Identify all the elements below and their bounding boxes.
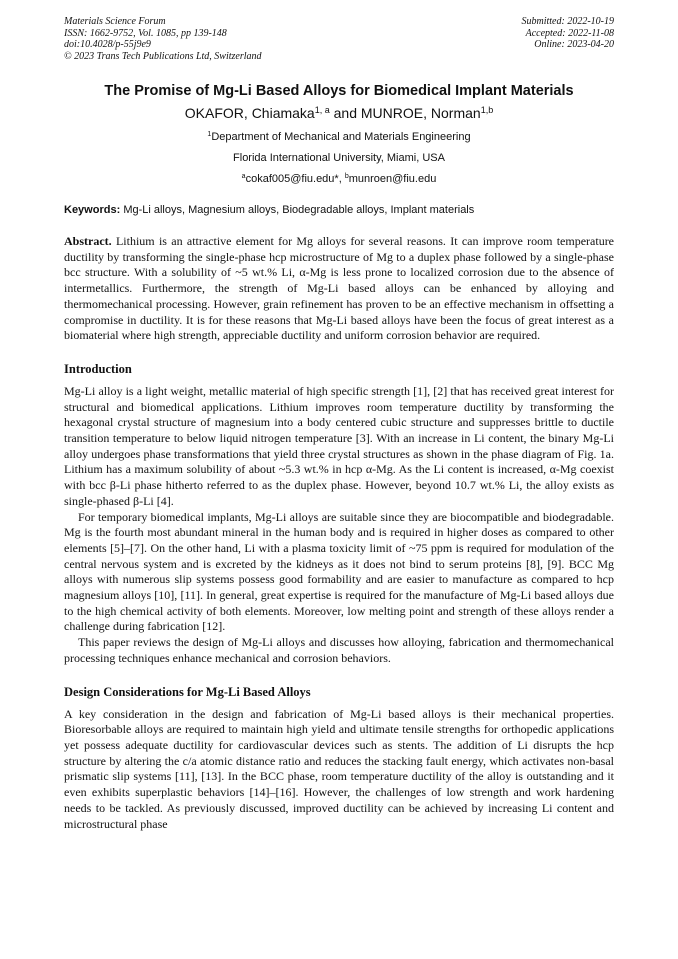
design-body — [64, 707, 614, 833]
online-date: Online: 2023-04-20 — [534, 39, 614, 50]
journal-header — [64, 14, 614, 64]
paper-title: The Promise of Mg-Li Based Alloys for Biomedical Implant Materials — [104, 83, 574, 99]
accepted-date: Accepted: 2022-11-08 — [525, 27, 614, 39]
paragraph: This paper reviews the design of Mg-Li alloys and discusses how alloying, fabrication and thermomechanical processing techniques enhance mechanical and corrosion behaviors. — [64, 635, 614, 665]
journal-copyright: © 2023 Trans Tech Publications Ltd, Switzerland — [64, 50, 262, 62]
abstract-section — [64, 234, 614, 344]
submission-dates — [522, 16, 615, 51]
abstract-text: Lithium is an attractive element for Mg alloys for several reasons. It can improve room temperature ductility by transforming the single-phase hcp microstructure of Mg to a duplex phase followed by a single-phase bcc structure. With a solubility of ~5 wt.% Li, α-Mg is less prone to localized corrosion due to the absence of intermetallics. Furthermore, the strength of Mg-Li based alloys can be enhanced by alloying and thermomechanical processing. However, grain refinement has proven to be an effective mechanism in offsetting a compromise in ductility. It is for these reasons that Mg-Li based alloys have been the focus of great interest as a biomaterial where high strength, appreciable ductility and uniform corrosion behavior are required. — [64, 234, 615, 343]
affiliation-univ: Florida International University, Miami, USA — [233, 152, 445, 164]
author-name: MUNROE, Norman — [360, 105, 481, 121]
paragraph: Mg-Li alloy is a light weight, metallic material of high specific strength [1], [2] that has received great interest for structural and biomedical applications. Lithium improves room temperature ductility by transforming the hexagonal crystal structure of magnesium into a body centered cubic structure and suppresses brittle to ductile transition temperature to below liquid nitrogen temperature [3]. With an increase in Li content, the binary Mg-Li alloy undergoes phase transformations that yield three crystal structures as shown in the phase diagram of Fig. 1a. Lithium has a maximum solubility of about ~5.3 wt.% in hcp α-Mg. As the Li content is increased, α-Mg coexist with bcc β-Li phase hitherto referred to as the duplex phase. However, beyond 10.7 wt.% Li, the alloy exists as single-phased β-Li [4]. — [64, 383, 614, 508]
author-conjunction: and — [333, 105, 357, 121]
journal-info — [64, 16, 262, 62]
affiliation-dept: $^1$Department of Mechanical and Materials Engineering — [207, 131, 471, 143]
author-name: OKAFOR, Chiamaka — [184, 105, 315, 121]
email-link[interactable]: munroen@fiu.edu — [348, 173, 437, 185]
section-heading-introduction: Introduction — [64, 361, 132, 376]
journal-issn: ISSN: 1662-9752, Vol. 1085, pp 139-148 — [64, 27, 227, 39]
abstract-label: Abstract. — [64, 234, 112, 248]
keywords-label: Keywords: — [64, 204, 121, 216]
paper-page — [64, 14, 614, 832]
email-link[interactable]: cokaf005@fiu.edu*, — [245, 173, 345, 185]
affiliation-block — [64, 131, 614, 186]
author-emails: $^a$cokaf005@fiu.edu*, $^b$munroen@fiu.edu — [241, 173, 437, 185]
introduction-body — [64, 384, 614, 667]
keywords-line — [64, 204, 614, 217]
journal-doi: doi:10.4028/p-55j9e9 — [64, 39, 151, 50]
keywords-text: Mg-Li alloys, Magnesium alloys, Biodegradable alloys, Implant materials — [123, 204, 475, 216]
submitted-date: Submitted: 2022-10-19 — [521, 16, 614, 27]
paragraph: A key consideration in the design and fabrication of Mg-Li based alloys is their mechanical properties. Bioresorbable alloys are required to maintain high yield and ultimate tensile strengths for orthopedic applications yet possess adequate ductility for cardiovascular devices such as stents. The addition of Li disrupts the hcp structure by altering the c/a atomic distance ratio and reduces the stacking fault energy, which activates non-basal prismatic slip systems [11], [13]. In the BCC phase, room temperature ductility of the alloy is outstanding and it even exhibits superplastic behaviors [14]–[16]. However, the challenges of low strength and work hardening needs to be tackled. As previously discussed, improved ductility can be achieved by increasing Li content and microstructural phase — [64, 706, 614, 831]
author-affil-sup: 1, a — [314, 105, 330, 115]
author-affil-sup: 1,b — [480, 105, 494, 115]
section-heading-design: Design Considerations for Mg-Li Based Alloys — [64, 684, 311, 699]
journal-name: Materials Science Forum — [64, 16, 166, 27]
paragraph: For temporary biomedical implants, Mg-Li alloys are suitable since they are biocompatible and biodegradable. Mg is the fourth most abundant mineral in the human body and is required in higher doses as compared to other elements [5]–[7]. On the other hand, Li with a plasma toxicity limit of ~75 ppm is required for modulation of the central nervous system and is excreted by the kidneys as it does not bind to serum proteins [8], [9]. BCC Mg alloys with numerous slip systems possess good formability and are easier to manufacture as compared to hcp magnesium alloys [10], [11]. In general, great expertise is required for the manufacture of Mg-Li based alloys due to the high chemical activity of both elements. Moreover, low melting point and strength of these alloys render a challenge during fabrication [12]. — [64, 509, 614, 634]
author-list — [64, 104, 614, 122]
